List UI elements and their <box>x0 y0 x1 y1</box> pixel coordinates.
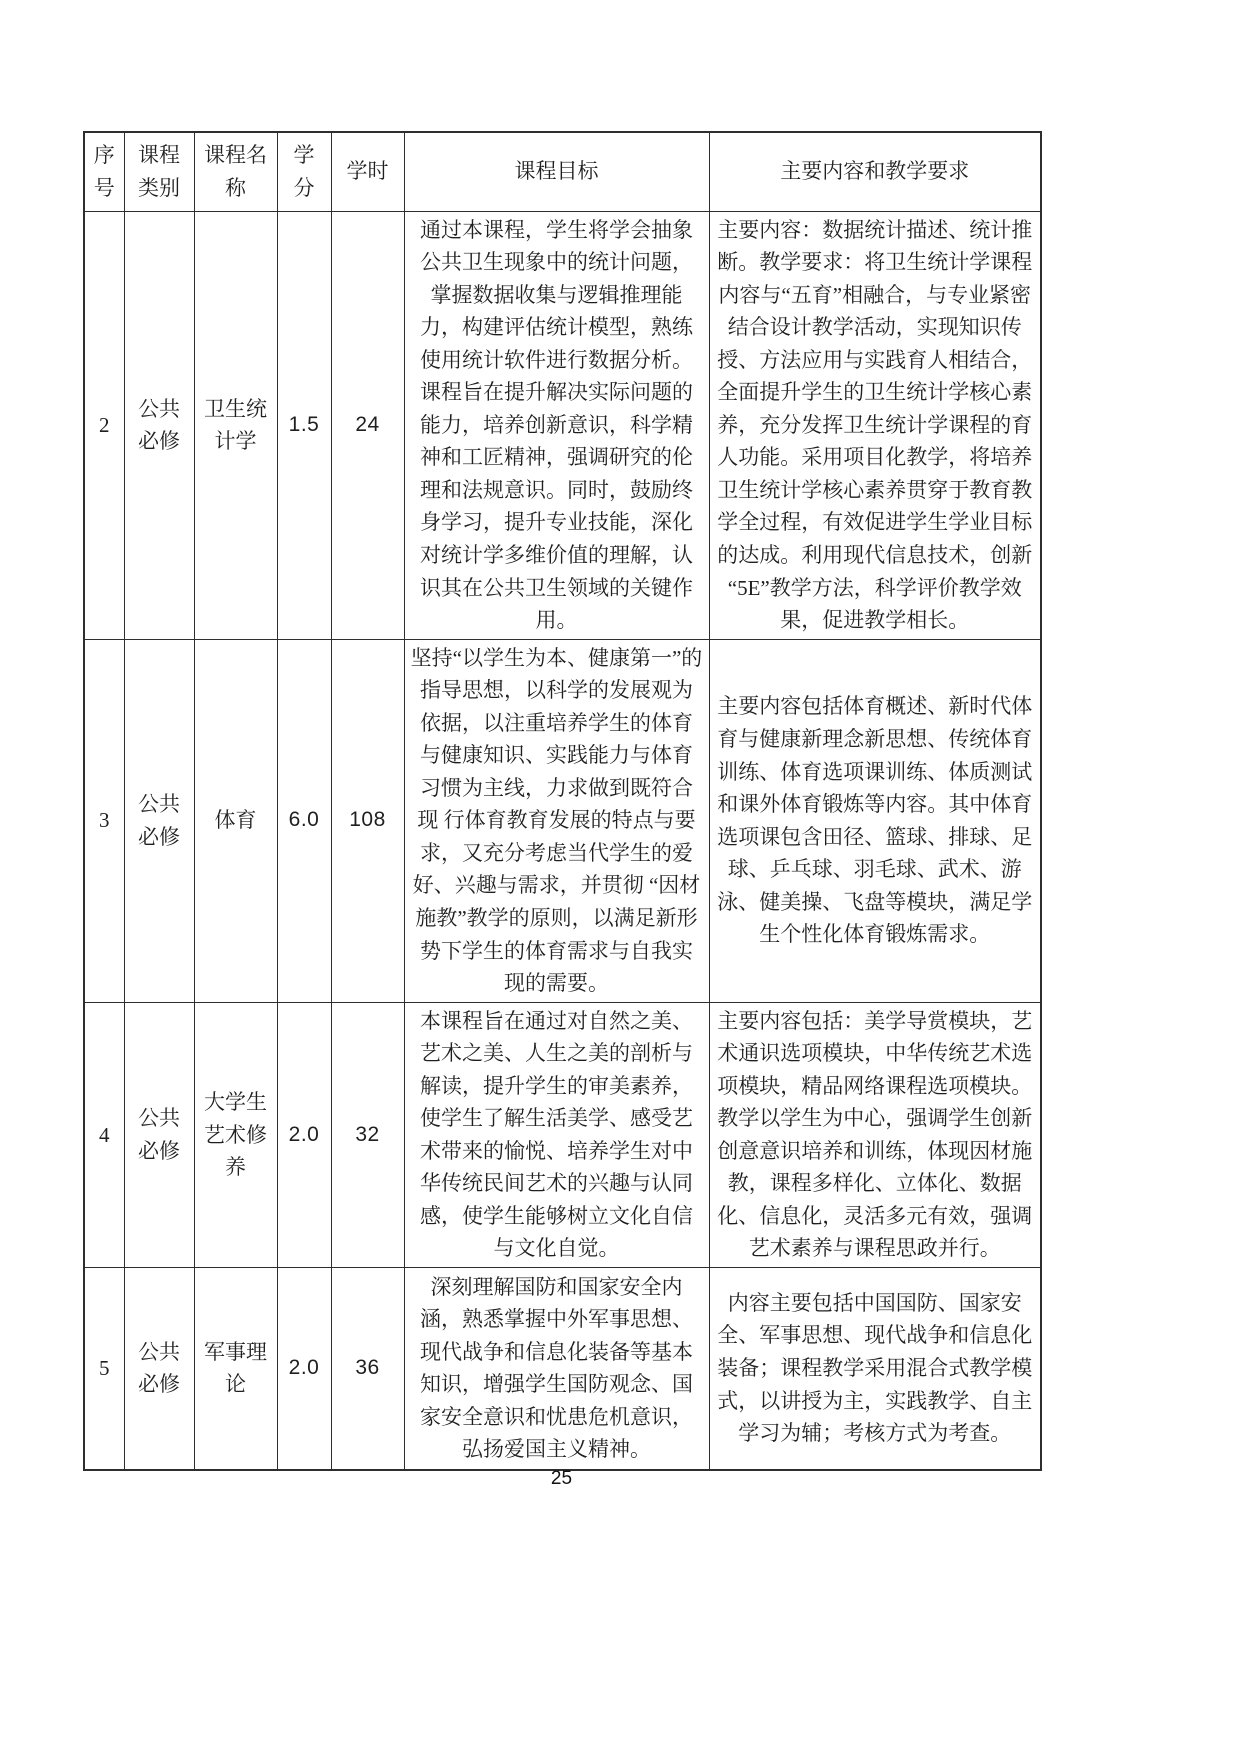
table-row <box>84 1268 1041 1470</box>
cell-objectives: 坚持“以学生为本、健康第一”的指导思想，以科学的发展观为依据，以注重培养学生的体育与健康知识、实践能力与体育习惯为主线，力求做到既符合现 行体育教育发展的特点与要求，又充分考虑当代学生的爱好、兴趣与需求，并贯彻 “因材施教”教学的原则，以满足新形势下学生的体育需求与自我实现的需要。 <box>404 639 709 1002</box>
cell-hours: 24 <box>331 211 404 639</box>
cell-credits: 6.0 <box>277 639 331 1002</box>
cell-serial-no: 3 <box>84 639 124 1002</box>
cell-course-name: 体育 <box>194 639 277 1002</box>
col-header-content-requirements: 主要内容和教学要求 <box>709 132 1041 211</box>
cell-serial-no: 2 <box>84 211 124 639</box>
cell-content-requirements: 主要内容：数据统计描述、统计推断。教学要求：将卫生统计学课程内容与“五育”相融合，与专业紧密结合设计教学活动，实现知识传授、方法应用与实践育人相结合，全面提升学生的卫生统计学核心素养，充分发挥卫生统计学课程的育人功能。采用项目化教学，将培养卫生统计学核心素养贯穿于教育教学全过程，有效促进学生学业目标的达成。利用现代信息技术，创新“5E”教学方法，科学评价教学效果，促进教学相长。 <box>709 211 1041 639</box>
cell-hours: 36 <box>331 1268 404 1470</box>
col-header-hours: 学时 <box>331 132 404 211</box>
cell-content-requirements: 主要内容包括：美学导赏模块，艺术通识选项模块，中华传统艺术选项模块，精品网络课程选项模块。教学以学生为中心，强调学生创新创意意识培养和训练，体现因材施教，课程多样化、立体化、数据化、信息化，灵活多元有效，强调艺术素养与课程思政并行。 <box>709 1002 1041 1267</box>
cell-course-category: 公共必修 <box>124 1002 194 1267</box>
cell-credits: 2.0 <box>277 1268 331 1470</box>
page-number: 25 <box>550 1468 573 1489</box>
col-header-objectives: 课程目标 <box>404 132 709 211</box>
cell-objectives: 深刻理解国防和国家安全内涵，熟悉掌握中外军事思想、现代战争和信息化装备等基本知识，增强学生国防观念、国家安全意识和忧患危机意识，弘扬爱国主义精神。 <box>404 1268 709 1470</box>
col-header-credits: 学分 <box>277 132 331 211</box>
cell-hours: 108 <box>331 639 404 1002</box>
course-plan-table <box>83 131 1042 1471</box>
cell-hours: 32 <box>331 1002 404 1267</box>
cell-course-category: 公共必修 <box>124 639 194 1002</box>
cell-serial-no: 4 <box>84 1002 124 1267</box>
cell-credits: 2.0 <box>277 1002 331 1267</box>
cell-course-category: 公共必修 <box>124 211 194 639</box>
cell-objectives: 本课程旨在通过对自然之美、艺术之美、人生之美的剖析与解读，提升学生的审美素养，使学生了解生活美学、感受艺术带来的愉悦、培养学生对中华传统民间艺术的兴趣与认同感，使学生能够树立文化自信与文化自觉。 <box>404 1002 709 1267</box>
cell-content-requirements: 内容主要包括中国国防、国家安全、军事思想、现代战争和信息化装备；课程教学采用混合式教学模式，以讲授为主，实践教学、自主学习为辅；考核方式为考查。 <box>709 1268 1041 1470</box>
cell-course-name: 卫生统计学 <box>194 211 277 639</box>
table-row <box>84 211 1041 639</box>
cell-credits: 1.5 <box>277 211 331 639</box>
cell-serial-no: 5 <box>84 1268 124 1470</box>
cell-course-category: 公共必修 <box>124 1268 194 1470</box>
col-header-course-name: 课程名称 <box>194 132 277 211</box>
table-row <box>84 639 1041 1002</box>
table-row <box>84 1002 1041 1267</box>
col-header-serial-no: 序号 <box>84 132 124 211</box>
cell-course-name: 大学生艺术修养 <box>194 1002 277 1267</box>
cell-course-name: 军事理论 <box>194 1268 277 1470</box>
cell-objectives: 通过本课程，学生将学会抽象公共卫生现象中的统计问题，掌握数据收集与逻辑推理能力，构建评估统计模型，熟练使用统计软件进行数据分析。课程旨在提升解决实际问题的能力，培养创新意识，科学精神和工匠精神，强调研究的伦理和法规意识。同时，鼓励终身学习，提升专业技能，深化对统计学多维价值的理解，认识其在公共卫生领域的关键作用。 <box>404 211 709 639</box>
cell-content-requirements: 主要内容包括体育概述、新时代体育与健康新理念新思想、传统体育训练、体育选项课训练、体质测试和课外体育锻炼等内容。其中体育选项课包含田径、篮球、排球、足球、乒乓球、羽毛球、武术、游泳、健美操、飞盘等模块，满足学生个性化体育锻炼需求。 <box>709 639 1041 1002</box>
col-header-course-category: 课程类别 <box>124 132 194 211</box>
table-header-row <box>84 132 1041 211</box>
